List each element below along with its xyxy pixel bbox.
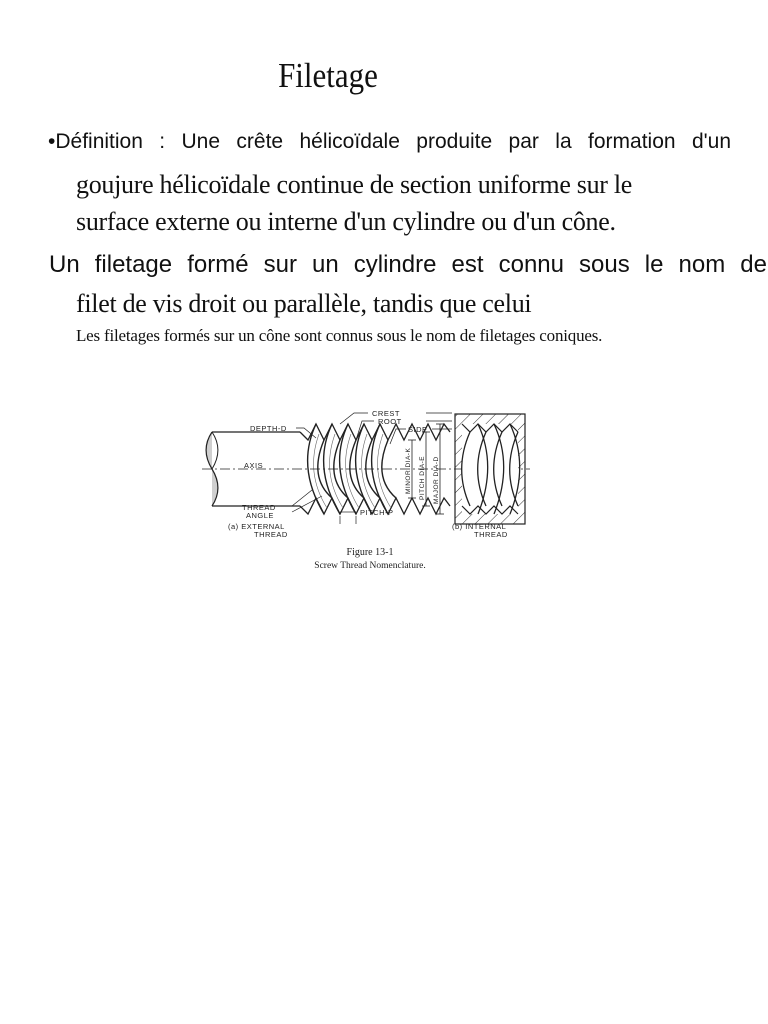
screw-thread-diagram	[200, 404, 540, 574]
label-side: SIDE	[408, 425, 428, 434]
label-root: ROOT	[378, 417, 402, 426]
screw-thread-figure	[200, 404, 540, 574]
label-internal-2: THREAD	[474, 530, 508, 539]
label-axis: AXIS	[244, 461, 264, 470]
label-external-1: (a) EXTERNAL	[228, 522, 285, 531]
parallel-thread-continuation: filet de vis droit ou parallèle, tandis que celui	[76, 289, 532, 318]
figure-caption: Screw Thread Nomenclature.	[314, 561, 426, 571]
label-crest: CREST	[372, 409, 400, 418]
label-minor-dia: MINOR DIA-K	[405, 447, 412, 494]
label-pitch: PITCH-P	[360, 508, 394, 517]
definition-continuation-1: goujure hélicoïdale continue de section uniforme sur le	[76, 170, 633, 199]
label-thread-angle-2: ANGLE	[246, 511, 274, 520]
label-depth: DEPTH-D	[250, 424, 287, 433]
parallel-thread-line: Un filetage formé sur un cylindre est connu sous le nom de	[49, 251, 767, 278]
page-title: Filetage	[278, 55, 378, 96]
internal-thread-shape	[455, 414, 525, 524]
label-external-2: THREAD	[254, 530, 288, 539]
figure-number: Figure 13-1	[346, 547, 394, 558]
label-internal-1: (b) INTERNAL	[452, 522, 507, 531]
definition-line: •Définition : Une crête hélicoïdale produite par la formation d'un	[48, 130, 731, 153]
label-pitch-dia: PITCH DIA-E	[419, 455, 426, 500]
definition-continuation-2: surface externe ou interne d'un cylindre ou d'un cône.	[76, 207, 616, 236]
conical-thread-line: Les filetages formés sur un cône sont connus sous le nom de filetages coniques.	[76, 326, 603, 345]
label-major-dia: MAJOR DIA-D	[433, 456, 440, 504]
label-thread-angle-1: THREAD	[242, 503, 276, 512]
